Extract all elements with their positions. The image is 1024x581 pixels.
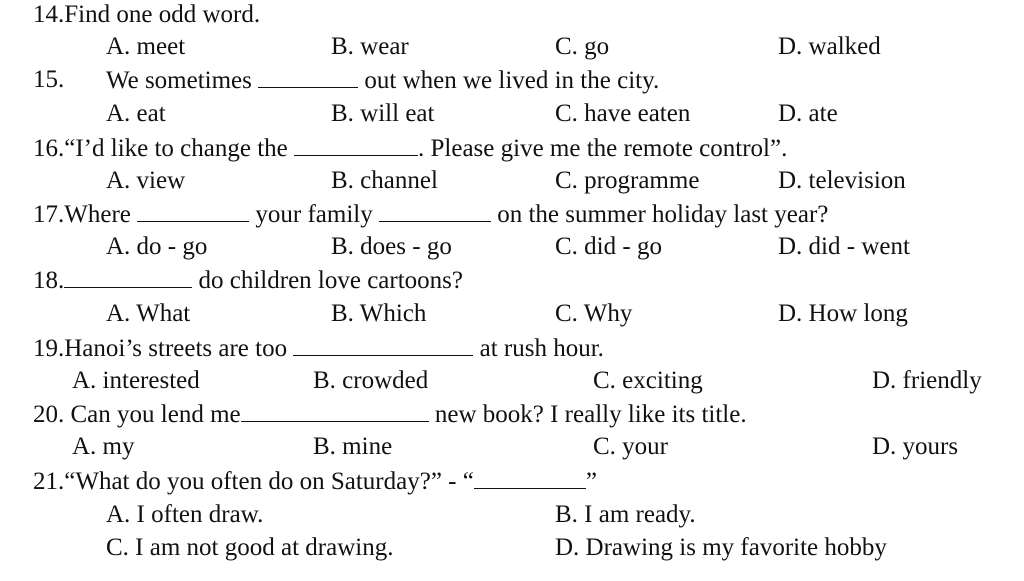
- q21-answer-blank: [474, 466, 586, 489]
- q18-stem-part2: do children love cartoons?: [198, 267, 463, 294]
- q20-stem-part1: 20. Can you lend me: [33, 401, 241, 428]
- q15-stem-part1: We sometimes: [106, 67, 252, 94]
- q14-option-c: C. go: [555, 33, 610, 60]
- q21-option-a: A. I often draw.: [106, 501, 264, 528]
- q15-option-d: D. ate: [778, 100, 838, 127]
- q14-option-d: D. walked: [778, 33, 881, 60]
- q21-stem-part2: ”: [585, 468, 597, 495]
- q16-stem-part1: 16.“I’d like to change the: [33, 135, 288, 162]
- q16-stem-part2: . Please give me the remote control”.: [418, 135, 788, 162]
- q17-stem-part3: on the summer holiday last year?: [497, 201, 829, 228]
- q19-option-d: D. friendly: [872, 367, 982, 394]
- question-14-stem: 14.Find one odd word.: [33, 1, 261, 28]
- question-19-stem: [33, 333, 604, 363]
- q19-stem-part2: at rush hour.: [479, 335, 604, 362]
- q21-option-c: C. I am not good at drawing.: [106, 534, 394, 561]
- q17-option-c: C. did - go: [555, 233, 662, 260]
- q15-option-c: C. have eaten: [555, 100, 691, 127]
- q19-option-a: A. interested: [72, 367, 200, 394]
- q21-option-d: D. Drawing is my favorite hobby: [555, 534, 887, 561]
- q17-stem-part1: 17.Where: [33, 201, 131, 228]
- question-16-stem: [33, 133, 787, 163]
- question-15-number: 15.: [33, 66, 65, 93]
- q14-option-b: B. wear: [331, 33, 409, 60]
- q17-option-b: B. does - go: [331, 233, 452, 260]
- q20-option-a: A. my: [72, 433, 135, 460]
- q18-stem-part1: 18.: [33, 267, 65, 294]
- q16-option-c: C. programme: [555, 167, 700, 194]
- q18-option-d: D. How long: [778, 300, 908, 327]
- question-18-stem: [33, 265, 463, 295]
- q14-option-a: A. meet: [106, 33, 186, 60]
- q17-stem-part2: your family: [255, 201, 373, 228]
- q15-option-b: B. will eat: [331, 100, 435, 127]
- q15-option-a: A. eat: [106, 100, 166, 127]
- q18-option-a: A. What: [106, 300, 191, 327]
- q20-option-c: C. your: [593, 433, 668, 460]
- question-21-stem: [33, 466, 597, 496]
- q16-answer-blank: [294, 133, 418, 156]
- q17-option-d: D. did - went: [778, 233, 910, 260]
- q18-option-c: C. Why: [555, 300, 633, 327]
- q19-stem-part1: 19.Hanoi’s streets are too: [33, 335, 288, 362]
- question-15-stem: [106, 65, 659, 95]
- q19-option-b: B. crowded: [313, 367, 429, 394]
- q19-option-c: C. exciting: [593, 367, 703, 394]
- question-17-stem: [33, 199, 828, 229]
- q21-stem-part1: 21.“What do you often do on Saturday?” - “: [33, 468, 474, 495]
- q18-option-b: B. Which: [331, 300, 427, 327]
- q20-option-d: D. yours: [872, 433, 959, 460]
- q15-stem-part2: out when we lived in the city.: [364, 67, 660, 94]
- q18-answer-blank: [64, 265, 192, 288]
- q20-option-b: B. mine: [313, 433, 393, 460]
- q16-option-d: D. television: [778, 167, 906, 194]
- q16-option-a: A. view: [106, 167, 186, 194]
- q17-option-a: A. do - go: [106, 233, 208, 260]
- q19-answer-blank: [293, 333, 473, 356]
- q20-stem-part2: new book? I really like its title.: [434, 401, 747, 428]
- q15-answer-blank: [258, 65, 358, 88]
- question-20-stem: [33, 399, 747, 429]
- q20-answer-blank: [241, 399, 429, 422]
- q16-option-b: B. channel: [331, 167, 438, 194]
- q17-answer-blank-2: [379, 199, 491, 222]
- q17-answer-blank-1: [137, 199, 249, 222]
- q21-option-b: B. I am ready.: [555, 501, 696, 528]
